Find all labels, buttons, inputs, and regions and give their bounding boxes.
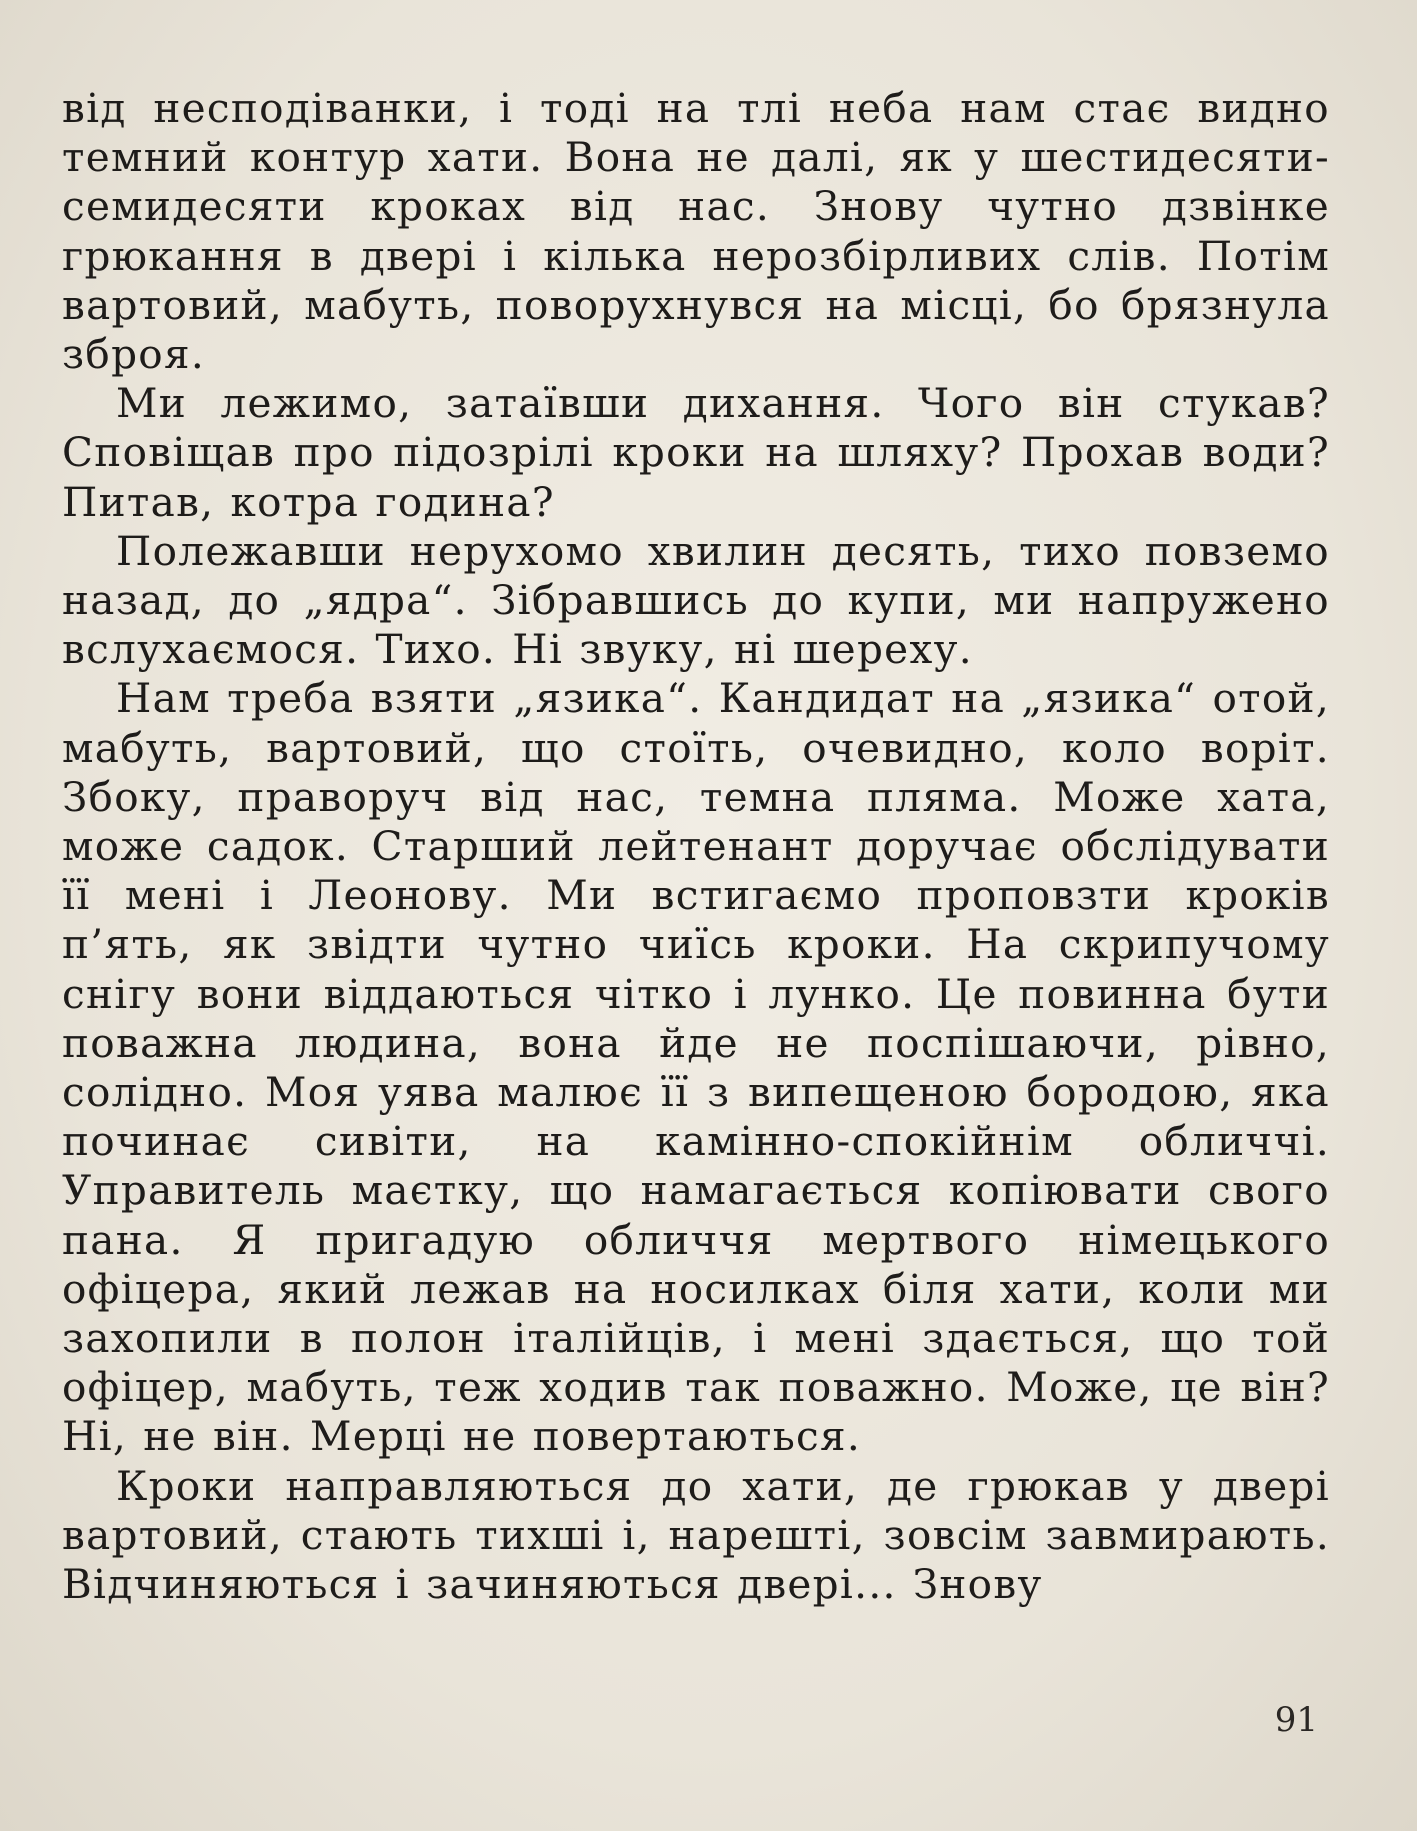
page-number: 91 (1274, 1700, 1318, 1740)
paragraph: Полежавши нерухомо хвилин десять, тихо повземо назад, до „ядра“. Зібравшись до купи, ми напружено вслухаємося. Тихо. Ні звуку, ні шереху. (62, 526, 1330, 674)
paragraph: від несподіванки, і тоді на тлі неба нам стає видно темний контур хати. Вона не далі, як у шестидесяти-семидесяти кроках від нас. Знову чутно дзвінке грюкання в двері і кілька нерозбірливих слів. Потім вартовий, мабуть, поворухнувся на місці, бо брязнула зброя. (62, 84, 1330, 379)
paragraph: Нам треба взяти „язика“. Кандидат на „язика“ отой, мабуть, вартовий, що стоїть, очевидно, коло воріт. Збоку, праворуч від нас, темна пляма. Може хата, може садок. Старший лейтенант доручає обслідувати її мені і Леонову. Ми встигаємо проповзти кроків п’ять, як звідти чутно чиїсь кроки. На скрипучому снігу вони віддаються чітко і лунко. Це повинна бути поважна людина, вона йде не поспішаючи, рівно, солідно. Моя уява малює її з випещеною бородою, яка починає сивіти, на камінно-спокійнім обличчі. Управитель маєтку, що намагається копіювати свого пана. Я пригадую обличчя мертвого німецького офіцера, який лежав на носилках біля хати, коли ми захопили в полон італійців, і мені здається, що той офіцер, мабуть, теж ходив так поважно. Може, це він? Ні, не він. Мерці не повертаються. (62, 674, 1330, 1461)
paragraph: Ми лежимо, затаївши дихання. Чого він стукав? Сповіщав про підозрілі кроки на шляху? Прохав води? Питав, котра година? (62, 379, 1330, 526)
paragraph: Кроки направляються до хати, де грюкав у двері вартовий, стають тихші і, нарешті, зовсім завмирають. Відчиняються і зачиняються двері... Знову (62, 1461, 1330, 1609)
body-text (62, 84, 1330, 1609)
